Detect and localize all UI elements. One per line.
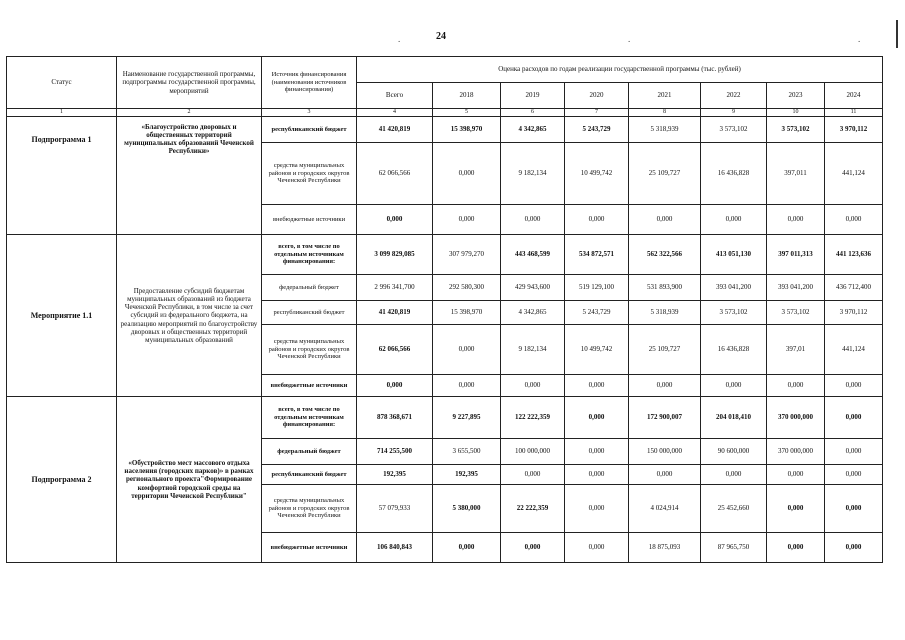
program-name-cell: Предоставление субсидий бюджетам муниципальных образований из бюджета Чеченской Республики, в том числе за счет субсидий из федерального бюджета, на реализацию мероприятий по благоустройству дворовых и общественных территорий муниципальных образований — [117, 235, 262, 397]
header-estimate: Оценка расходов по годам реализации государственной программы (тыс. рублей) — [357, 57, 883, 83]
year-value-cell: 0,000 — [565, 205, 629, 235]
funding-source-cell: республиканский бюджет — [262, 465, 357, 485]
funding-source-cell: средства муниципальных районов и городских округов Чеченской Республики — [262, 143, 357, 205]
year-value-cell: 5 243,729 — [565, 117, 629, 143]
year-value-cell: 0,000 — [501, 465, 565, 485]
header-year: 2020 — [565, 83, 629, 109]
year-value-cell: 3 970,112 — [825, 301, 883, 325]
year-value-cell: 4 342,865 — [501, 301, 565, 325]
year-value-cell: 531 893,900 — [629, 275, 701, 301]
year-value-cell: 436 712,400 — [825, 275, 883, 301]
year-value-cell: 9 227,895 — [433, 397, 501, 439]
year-value-cell: 441 123,636 — [825, 235, 883, 275]
total-value-cell: 106 840,843 — [357, 533, 433, 563]
year-value-cell: 393 041,200 — [767, 275, 825, 301]
year-value-cell: 0,000 — [701, 375, 767, 397]
scan-dot: . — [398, 34, 401, 44]
header-year: 2018 — [433, 83, 501, 109]
year-value-cell: 15 398,970 — [433, 301, 501, 325]
year-value-cell: 443 468,599 — [501, 235, 565, 275]
total-value-cell: 2 996 341,700 — [357, 275, 433, 301]
year-value-cell: 204 018,410 — [701, 397, 767, 439]
year-value-cell: 0,000 — [565, 465, 629, 485]
program-name-cell: «Обустройство мест массового отдыха населения (городских парков)» в рамках регионального проекта"Формирование комфортной городской среды на территории Чеченской Республики" — [117, 397, 262, 563]
year-value-cell: 15 398,970 — [433, 117, 501, 143]
year-value-cell: 0,000 — [825, 205, 883, 235]
scan-edge-line — [896, 20, 898, 48]
header-source: Источник финансирования (наименования источников финансирования) — [262, 57, 357, 109]
funding-source-cell: всего, в том числе по отдельным источникам финансирования: — [262, 397, 357, 439]
year-value-cell: 0,000 — [565, 533, 629, 563]
col-number: 2 — [117, 109, 262, 117]
year-value-cell: 0,000 — [767, 375, 825, 397]
year-value-cell: 441,124 — [825, 325, 883, 375]
col-number: 9 — [701, 109, 767, 117]
total-value-cell: 0,000 — [357, 205, 433, 235]
year-value-cell: 122 222,359 — [501, 397, 565, 439]
year-value-cell: 0,000 — [433, 533, 501, 563]
total-value-cell: 192,395 — [357, 465, 433, 485]
year-value-cell: 0,000 — [565, 439, 629, 465]
year-value-cell: 172 900,007 — [629, 397, 701, 439]
year-value-cell: 0,000 — [767, 465, 825, 485]
year-value-cell: 370 000,000 — [767, 397, 825, 439]
year-value-cell: 0,000 — [629, 465, 701, 485]
header-name: Наименование государственной программы, подпрограммы государственной программы, мероприятий — [117, 57, 262, 109]
total-value-cell: 41 420,819 — [357, 117, 433, 143]
year-value-cell: 0,000 — [629, 375, 701, 397]
year-value-cell: 0,000 — [565, 397, 629, 439]
header-year: 2019 — [501, 83, 565, 109]
year-value-cell: 25 109,727 — [629, 325, 701, 375]
col-number: 4 — [357, 109, 433, 117]
year-value-cell: 413 051,130 — [701, 235, 767, 275]
year-value-cell: 22 222,359 — [501, 485, 565, 533]
year-value-cell: 0,000 — [701, 465, 767, 485]
year-value-cell: 9 182,134 — [501, 143, 565, 205]
year-value-cell: 150 000,000 — [629, 439, 701, 465]
year-value-cell: 429 943,600 — [501, 275, 565, 301]
year-value-cell: 0,000 — [629, 205, 701, 235]
funding-source-cell: всего, в том числе по отдельным источникам финансирования: — [262, 235, 357, 275]
funding-source-cell: федеральный бюджет — [262, 275, 357, 301]
year-value-cell: 9 182,134 — [501, 325, 565, 375]
funding-source-cell: средства муниципальных районов и городских округов Чеченской Республики — [262, 485, 357, 533]
total-value-cell: 41 420,819 — [357, 301, 433, 325]
program-name-cell: «Благоустройство дворовых и общественных территорий муниципальных образований Чеченской Республики» — [117, 117, 262, 235]
col-number: 1 — [7, 109, 117, 117]
year-value-cell: 519 129,100 — [565, 275, 629, 301]
col-number: 8 — [629, 109, 701, 117]
funding-source-cell: республиканский бюджет — [262, 301, 357, 325]
year-value-cell: 0,000 — [433, 143, 501, 205]
total-value-cell: 62 066,566 — [357, 325, 433, 375]
year-value-cell: 0,000 — [433, 205, 501, 235]
year-value-cell: 0,000 — [433, 375, 501, 397]
year-value-cell: 393 041,200 — [701, 275, 767, 301]
year-value-cell: 0,000 — [701, 205, 767, 235]
year-value-cell: 0,000 — [501, 533, 565, 563]
year-value-cell: 0,000 — [767, 485, 825, 533]
year-value-cell: 0,000 — [767, 533, 825, 563]
funding-source-cell: федеральный бюджет — [262, 439, 357, 465]
total-value-cell: 3 099 829,085 — [357, 235, 433, 275]
year-value-cell: 10 499,742 — [565, 325, 629, 375]
year-value-cell: 18 875,093 — [629, 533, 701, 563]
year-value-cell: 441,124 — [825, 143, 883, 205]
year-value-cell: 0,000 — [825, 485, 883, 533]
year-value-cell: 10 499,742 — [565, 143, 629, 205]
year-value-cell: 370 000,000 — [767, 439, 825, 465]
header-year: 2022 — [701, 83, 767, 109]
year-value-cell: 3 970,112 — [825, 117, 883, 143]
col-number: 10 — [767, 109, 825, 117]
year-value-cell: 5 318,939 — [629, 117, 701, 143]
page-number: 24 — [436, 31, 446, 42]
year-value-cell: 0,000 — [501, 205, 565, 235]
year-value-cell: 534 872,571 — [565, 235, 629, 275]
year-value-cell: 25 109,727 — [629, 143, 701, 205]
status-cell: Подпрограмма 2 — [7, 397, 117, 563]
funding-source-cell: внебюджетные источники — [262, 205, 357, 235]
year-value-cell: 0,000 — [825, 439, 883, 465]
col-number: 3 — [262, 109, 357, 117]
year-value-cell: 0,000 — [825, 397, 883, 439]
year-value-cell: 3 573,102 — [701, 301, 767, 325]
year-value-cell: 562 322,566 — [629, 235, 701, 275]
year-value-cell: 307 979,270 — [433, 235, 501, 275]
status-cell: Мероприятие 1.1 — [7, 235, 117, 397]
funding-source-cell: средства муниципальных районов и городских округов Чеченской Республики — [262, 325, 357, 375]
year-value-cell: 90 600,000 — [701, 439, 767, 465]
year-value-cell: 397,011 — [767, 143, 825, 205]
table-row — [7, 397, 883, 439]
year-value-cell: 0,000 — [825, 465, 883, 485]
col-number: 6 — [501, 109, 565, 117]
year-value-cell: 0,000 — [565, 375, 629, 397]
year-value-cell: 100 000,000 — [501, 439, 565, 465]
year-value-cell: 397 011,313 — [767, 235, 825, 275]
year-value-cell: 25 452,660 — [701, 485, 767, 533]
year-value-cell: 16 436,828 — [701, 325, 767, 375]
year-value-cell: 16 436,828 — [701, 143, 767, 205]
col-number: 5 — [433, 109, 501, 117]
year-value-cell: 0,000 — [565, 485, 629, 533]
header-total: Всего — [357, 83, 433, 109]
year-value-cell: 4 342,865 — [501, 117, 565, 143]
year-value-cell: 3 573,102 — [701, 117, 767, 143]
funding-source-cell: внебюджетные источники — [262, 375, 357, 397]
scan-dot: . — [858, 34, 861, 44]
year-value-cell: 0,000 — [433, 325, 501, 375]
year-value-cell: 5 380,000 — [433, 485, 501, 533]
year-value-cell: 87 965,750 — [701, 533, 767, 563]
table-body — [7, 57, 883, 563]
col-number: 11 — [825, 109, 883, 117]
year-value-cell: 5 318,939 — [629, 301, 701, 325]
total-value-cell: 62 066,566 — [357, 143, 433, 205]
year-value-cell: 292 580,300 — [433, 275, 501, 301]
header-year: 2024 — [825, 83, 883, 109]
budget-table — [6, 56, 883, 563]
funding-source-cell: внебюджетные источники — [262, 533, 357, 563]
header-year: 2021 — [629, 83, 701, 109]
year-value-cell: 4 024,914 — [629, 485, 701, 533]
col-number: 7 — [565, 109, 629, 117]
year-value-cell: 0,000 — [825, 375, 883, 397]
total-value-cell: 878 368,671 — [357, 397, 433, 439]
column-number-row — [7, 109, 883, 117]
header-row — [7, 57, 883, 83]
total-value-cell: 0,000 — [357, 375, 433, 397]
status-cell: Подпрограмма 1 — [7, 117, 117, 235]
scan-dot: . — [628, 34, 631, 44]
year-value-cell: 0,000 — [767, 205, 825, 235]
year-value-cell: 0,000 — [501, 375, 565, 397]
year-value-cell: 3 573,102 — [767, 301, 825, 325]
year-value-cell: 3 655,500 — [433, 439, 501, 465]
total-value-cell: 57 079,933 — [357, 485, 433, 533]
year-value-cell: 192,395 — [433, 465, 501, 485]
table-row — [7, 117, 883, 143]
year-value-cell: 397,01 — [767, 325, 825, 375]
year-value-cell: 3 573,102 — [767, 117, 825, 143]
year-value-cell: 0,000 — [825, 533, 883, 563]
year-value-cell: 5 243,729 — [565, 301, 629, 325]
table-row — [7, 235, 883, 275]
funding-source-cell: республиканский бюджет — [262, 117, 357, 143]
header-year: 2023 — [767, 83, 825, 109]
total-value-cell: 714 255,500 — [357, 439, 433, 465]
header-status: Статус — [7, 57, 117, 109]
